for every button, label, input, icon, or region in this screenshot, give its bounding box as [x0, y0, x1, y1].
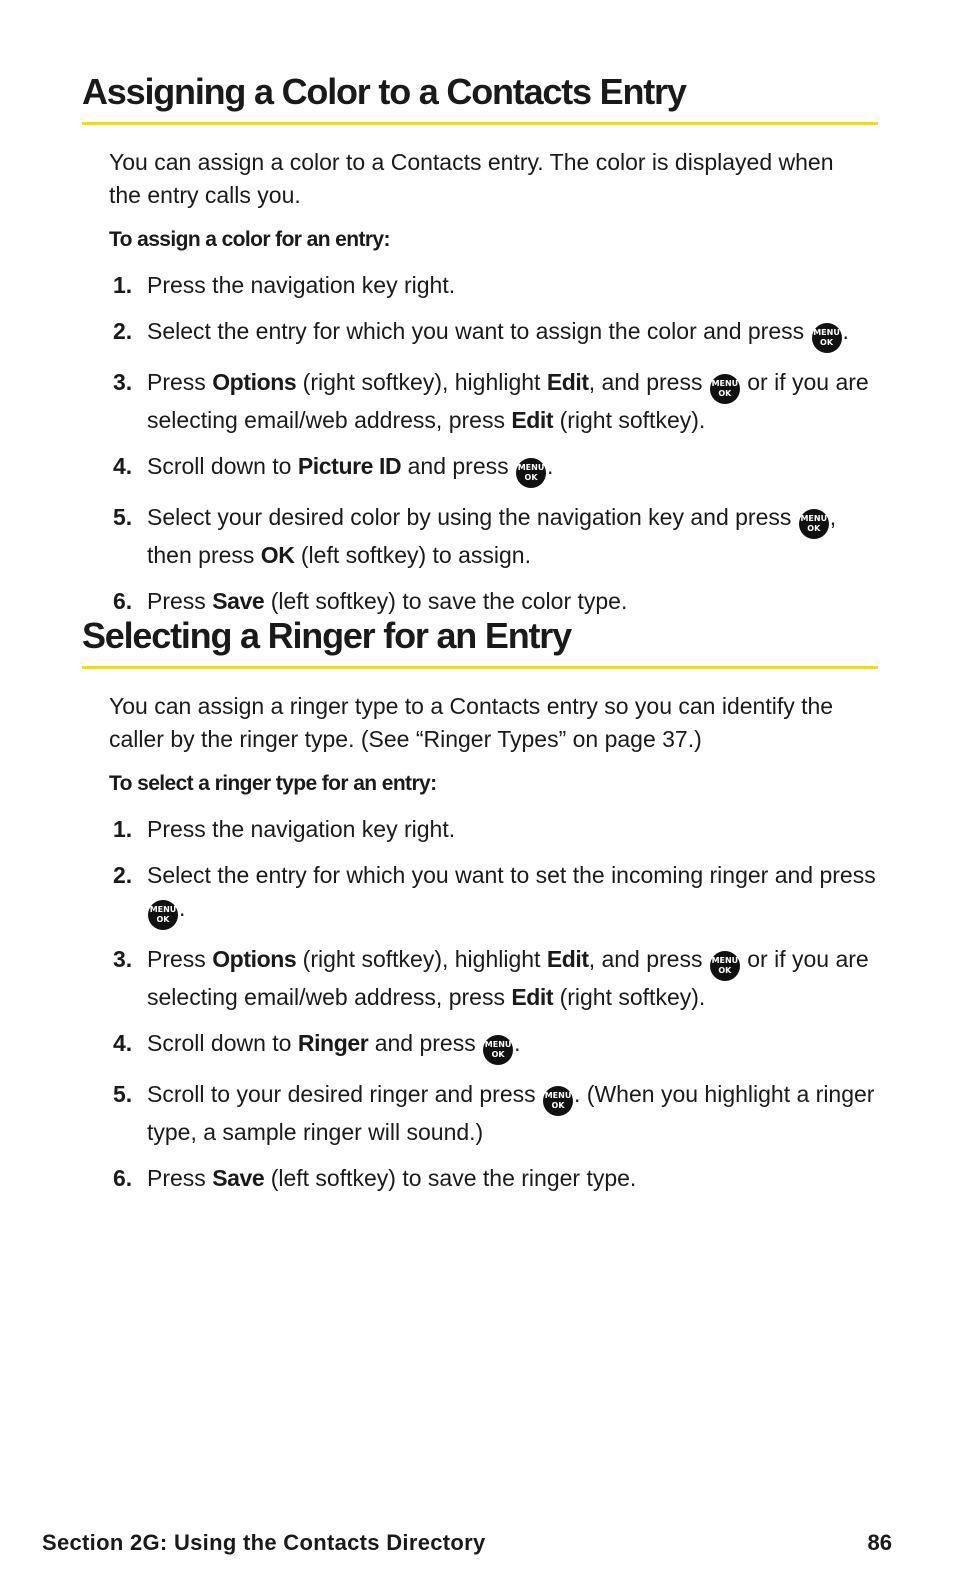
icon-text: MENU	[711, 379, 739, 388]
key-label: Options	[212, 369, 297, 395]
menu-ok-key-icon	[812, 323, 842, 353]
step-item	[109, 943, 879, 1014]
step-number: 1.	[113, 272, 133, 298]
key-label: Options	[212, 946, 297, 972]
step-text: or if you are selecting email/web address, press	[147, 369, 869, 433]
step-number: 6.	[113, 1165, 133, 1191]
icon-text: MENU	[711, 956, 739, 965]
step-number: 2.	[113, 862, 133, 888]
step-text: Press	[147, 369, 213, 395]
step-item	[109, 450, 879, 488]
icon-text: OK	[524, 473, 538, 482]
icon-text: OK	[156, 915, 170, 924]
section-title: Selecting a Ringer for an Entry	[82, 616, 878, 669]
step-number: 3.	[113, 369, 133, 395]
key-label: Edit	[511, 984, 554, 1010]
key-label: Edit	[546, 946, 589, 972]
key-label: Picture ID	[297, 453, 402, 479]
section-title: Assigning a Color to a Contacts Entry	[82, 72, 878, 125]
step-text: (right softkey).	[553, 984, 706, 1010]
key-label: Edit	[546, 369, 589, 395]
step-text: , and press	[588, 946, 709, 972]
step-number: 5.	[113, 1081, 133, 1107]
icon-text: OK	[807, 524, 821, 533]
step-text: (right softkey), highlight	[296, 946, 547, 972]
icon-text: OK	[551, 1101, 565, 1110]
key-label: OK	[260, 542, 295, 568]
step-text: , then press	[147, 504, 837, 568]
step-item	[109, 501, 879, 572]
step-text: .	[179, 895, 186, 921]
key-label: Save	[212, 588, 265, 614]
step-text: and press	[368, 1030, 483, 1056]
icon-text: MENU	[484, 1040, 512, 1049]
step-text: Press the navigation key right.	[147, 816, 456, 842]
menu-ok-key-icon	[710, 951, 740, 981]
key-label: Edit	[511, 407, 554, 433]
procedure-title: To assign a color for an entry:	[109, 228, 390, 251]
step-number: 3.	[113, 946, 133, 972]
page-number: 86	[867, 1530, 892, 1555]
step-list	[109, 813, 879, 1208]
footer-section-label: Section 2G: Using the Contacts Directory	[42, 1530, 486, 1555]
step-number: 4.	[113, 1030, 133, 1056]
step-text: Press the navigation key right.	[147, 272, 456, 298]
step-text: Press	[147, 588, 213, 614]
step-text: (left softkey) to assign.	[294, 542, 531, 568]
step-text: (right softkey).	[553, 407, 706, 433]
icon-text: OK	[491, 1050, 505, 1059]
menu-ok-key-icon	[543, 1086, 573, 1116]
step-text: .	[842, 318, 849, 344]
procedure-title: To select a ringer type for an entry:	[109, 772, 437, 795]
step-item	[109, 1078, 879, 1149]
step-item	[109, 315, 879, 353]
icon-text: MENU	[800, 514, 828, 523]
step-item	[109, 585, 879, 618]
step-text: Press	[147, 946, 213, 972]
step-list	[109, 269, 879, 631]
step-item	[109, 366, 879, 437]
step-text: (right softkey), highlight	[296, 369, 547, 395]
icon-text: OK	[820, 338, 834, 347]
key-label: Save	[212, 1165, 265, 1191]
step-item	[109, 1162, 879, 1195]
icon-text: MENU	[517, 463, 545, 472]
step-text: Scroll down to	[147, 453, 298, 479]
step-text: Scroll to your desired ringer and press	[147, 1081, 543, 1107]
step-text: .	[514, 1030, 521, 1056]
icon-text: OK	[718, 389, 732, 398]
step-text: Select the entry for which you want to assign the color and press	[147, 318, 811, 344]
step-number: 5.	[113, 504, 133, 530]
step-text: Press	[147, 1165, 213, 1191]
section-intro: You can assign a color to a Contacts entry. The color is displayed when the entry calls you.	[109, 149, 834, 208]
step-number: 4.	[113, 453, 133, 479]
step-text: (left softkey) to save the ringer type.	[264, 1165, 637, 1191]
step-item	[109, 1027, 879, 1065]
menu-ok-key-icon	[799, 509, 829, 539]
icon-text: MENU	[813, 328, 840, 337]
step-text: (left softkey) to save the color type.	[264, 588, 628, 614]
step-number: 2.	[113, 318, 133, 344]
step-number: 1.	[113, 816, 133, 842]
icon-text: MENU	[149, 905, 177, 914]
menu-ok-key-icon	[483, 1035, 513, 1065]
step-text: . (When you highlight a ringer type, a sample ringer will sound.)	[147, 1081, 875, 1145]
step-text: or if you are selecting email/web address, press	[147, 946, 869, 1010]
step-text: Scroll down to	[147, 1030, 298, 1056]
section-intro: You can assign a ringer type to a Contacts entry so you can identify the caller by the ringer type. (See “Ringer Types” on page 37.)	[109, 693, 834, 752]
step-text: .	[547, 453, 554, 479]
step-item	[109, 859, 879, 930]
step-item	[109, 269, 879, 302]
icon-text: OK	[718, 966, 732, 975]
step-item	[109, 813, 879, 846]
key-label: Ringer	[297, 1030, 369, 1056]
icon-text: MENU	[544, 1091, 572, 1100]
step-text: and press	[401, 453, 516, 479]
menu-ok-key-icon	[516, 458, 546, 488]
step-text: Select the entry for which you want to set the incoming ringer and press	[147, 862, 876, 888]
step-text: Select your desired color by using the navigation key and press	[147, 504, 798, 530]
menu-ok-key-icon	[710, 374, 740, 404]
step-number: 6.	[113, 588, 133, 614]
menu-ok-key-icon	[148, 900, 178, 930]
step-text: , and press	[588, 369, 709, 395]
